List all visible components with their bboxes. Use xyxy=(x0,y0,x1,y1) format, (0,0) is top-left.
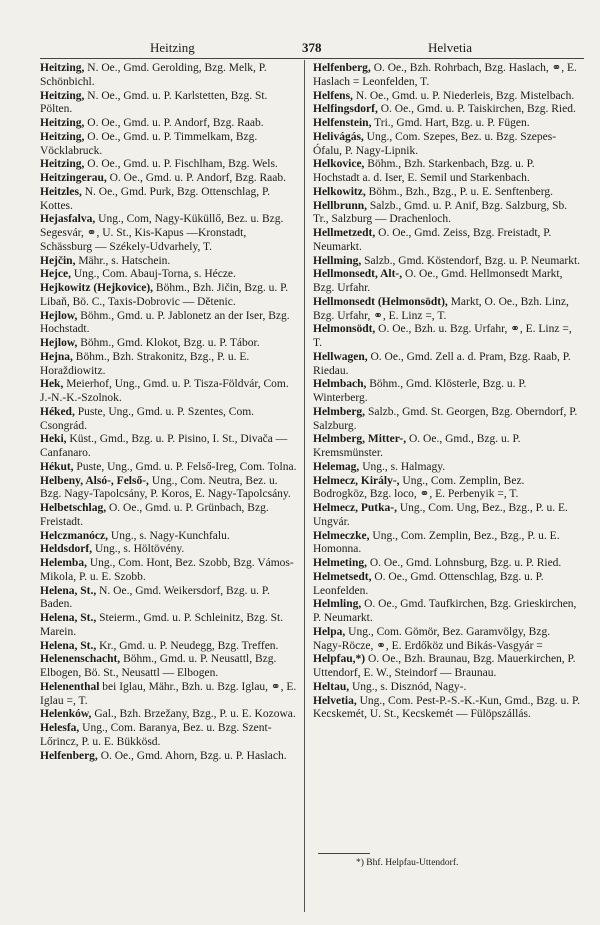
gazetteer-entry xyxy=(313,131,581,159)
entry-text: N. Oe., Gmd. Purk, Bzg. Ottenschlag, P. Kottes. xyxy=(40,185,270,212)
entry-text: Salzb., Gmd. u. P. Anif, Bzg. Salzburg, Sb. Tr., Salzburg — Drachenloch. xyxy=(313,199,568,226)
gazetteer-entry xyxy=(40,310,300,338)
entry-text: Steierm., Gmd. u. P. Schleinitz, Bzg. St. Marein. xyxy=(40,612,284,638)
gazetteer-entry xyxy=(313,433,581,461)
gazetteer-entry xyxy=(40,90,300,118)
gazetteer-entry xyxy=(40,708,300,722)
entry-text: Ung., s. Halmagy. xyxy=(359,460,446,473)
gazetteer-entry xyxy=(313,351,581,379)
gazetteer-entry xyxy=(40,337,300,351)
entry-headword: Heitzing, xyxy=(40,130,85,143)
entry-headword: Helfenberg, xyxy=(313,62,371,74)
entry-headword: Hékut, xyxy=(40,460,74,473)
entry-headword: Hejna, xyxy=(40,350,73,363)
entry-text: O. Oe., Gmd. u. P. Fischlham, Bzg. Wels. xyxy=(84,158,278,171)
gazetteer-entry xyxy=(313,158,581,186)
entry-headword: Helena, St., xyxy=(40,584,97,597)
entry-headword: Helpfau,*) xyxy=(313,653,366,666)
entry-text: Mähr., s. Hatschein. xyxy=(75,254,171,267)
entry-text: Böhm., Gmd. u. P. Jablonetz an der Iser, Bzg. Hochstadt. xyxy=(40,309,290,336)
gazetteer-entry xyxy=(40,640,300,654)
gazetteer-entry xyxy=(40,475,300,503)
entry-headword: Helfenstein, xyxy=(313,117,372,129)
entry-text: Böhm., Bzh. Strakonitz, Bzg., P. u. E. Horaždiowitz. xyxy=(40,350,250,377)
gazetteer-entry xyxy=(313,268,581,296)
entry-headword: Helmbach, xyxy=(313,378,367,391)
entry-headword: Helvetia, xyxy=(313,694,357,707)
entry-headword: Helbeny, Alsó-, Felső-, xyxy=(40,474,149,487)
gazetteer-entry xyxy=(40,543,300,557)
gazetteer-entry xyxy=(313,461,581,475)
entry-text: O. Oe., Bzh. Braunau, Bzg. Mauerkirchen, P. Uttendorf, E. W., Steindorf — Braunau. xyxy=(313,653,576,679)
entry-text: N. Oe., Gmd. Gerolding, Bzg. Melk, P. Schönbichl. xyxy=(40,62,267,88)
gazetteer-entry xyxy=(40,158,300,172)
entry-headword: Heldsdorf, xyxy=(40,543,93,556)
entry-headword: Helmonsödt, xyxy=(313,323,376,336)
entry-headword: Hellmonsedt (Helmonsödt), xyxy=(313,295,448,308)
header-right-keyword: Helvetia xyxy=(428,40,473,55)
gazetteer-entry xyxy=(313,227,581,255)
gazetteer-entry xyxy=(313,378,581,406)
gazetteer-entry xyxy=(40,502,300,530)
entry-text: O. Oe., Gmd. Lohnsburg, Bzg. u. P. Ried. xyxy=(366,557,562,569)
entry-text: O. Oe., Gmd. Hellmonsedt Markt, Bzg. Urfahr. xyxy=(313,268,563,294)
entry-text: Ung., Com. Hont, Bez. Szobb, Bzg. Vámos-Mikola, P. u. E. Szobb. xyxy=(40,557,294,583)
entry-text: O. Oe., Gmd. Zell a. d. Pram, Bzg. Raab, P. Riedau. xyxy=(313,350,571,377)
entry-text: Böhm., Gmd. Klösterle, Bzg. u. P. Winterberg. xyxy=(313,378,527,404)
header-rule xyxy=(40,58,584,59)
gazetteer-entry xyxy=(40,378,300,406)
gazetteer-entry xyxy=(313,502,581,530)
gazetteer-entry xyxy=(313,530,581,558)
entry-text: N. Oe., Gmd. u. P. Karlstetten, Bzg. St. Pölten. xyxy=(40,89,268,116)
gazetteer-entry xyxy=(313,296,581,324)
right-column xyxy=(313,62,581,722)
gazetteer-entry xyxy=(40,722,300,750)
entry-text: Ung., Com. Pest-P.-S.-K.-Kun, Gmd., Bzg. u. P. Kecskemét, U. St., Kecskemét — Fülöpszállás. xyxy=(313,694,581,721)
gazetteer-entry xyxy=(313,653,581,681)
entry-headword: Helenenthal xyxy=(40,680,100,693)
entry-text: Ung., Com. Ung, Bez., Bzg., P. u. E. Ungvár. xyxy=(313,502,568,528)
entry-text: Ung., Com. Abauj-Torna, s. Hécze. xyxy=(70,268,236,281)
gazetteer-entry xyxy=(313,90,581,104)
entry-headword: Helpa, xyxy=(313,625,346,638)
column-divider xyxy=(304,60,305,912)
entry-text: O. Oe., Gmd. u. P. Andorf, Bzg. Raab. xyxy=(106,172,286,184)
gazetteer-entry xyxy=(313,681,581,695)
entry-headword: Helmecz, Király-, xyxy=(313,474,400,487)
entry-text: O. Oe., Gmd. u. P. Andorf, Bzg. Raab. xyxy=(84,117,264,129)
gazetteer-entry xyxy=(313,117,581,131)
gazetteer-entry xyxy=(313,255,581,269)
gazetteer-entry xyxy=(40,585,300,613)
gazetteer-entry xyxy=(40,406,300,434)
entry-headword: Hellmonsedt, Alt-, xyxy=(313,268,403,281)
gazetteer-entry xyxy=(40,213,300,254)
entry-headword: Hellming, xyxy=(313,254,362,267)
entry-text: O. Oe., Gmd. Taufkirchen, Bzg. Grieskirchen, P. Neumarkt. xyxy=(313,598,577,624)
entry-headword: Heki, xyxy=(40,433,67,446)
entry-text: Ung., s. Höltövény. xyxy=(92,543,185,556)
entry-text: Küst., Gmd., Bzg. u. P. Pisino, I. St., Divača — Canfanaro. xyxy=(40,433,288,459)
entry-text: O. Oe., Bzh. u. Bzg. Urfahr, ⚭, E. Linz =, T. xyxy=(313,323,572,349)
gazetteer-entry xyxy=(313,323,581,351)
gazetteer-entry xyxy=(313,557,581,571)
gazetteer-entry xyxy=(40,131,300,159)
entry-headword: Helmecz, Putka-, xyxy=(313,502,397,514)
entry-text: N. Oe., Gmd. u. P. Niederleis, Bzg. Mistelbach. xyxy=(352,89,575,102)
entry-text: O. Oe., Gmd. Ahorn, Bzg. u. P. Haslach. xyxy=(97,749,287,762)
gazetteer-entry xyxy=(40,681,300,709)
entry-headword: Helmberg, Mitter-, xyxy=(313,433,407,446)
gazetteer-entry xyxy=(40,351,300,379)
entry-headword: Helkovice, xyxy=(313,158,365,171)
entry-text: Böhm., Bzh. Jičin, Bzg. u. P. Libaň, Bö. C., Taxis-Dobrovic — Dětenic. xyxy=(40,282,289,308)
gazetteer-entry xyxy=(40,750,300,764)
gazetteer-entry xyxy=(313,695,581,723)
entry-headword: Hellmetzedt, xyxy=(313,227,376,239)
entry-headword: Helena, St., xyxy=(40,612,97,624)
entry-text: Ung., Com. Zemplin, Bez., Bzg., P. u. E. Homonna. xyxy=(313,529,560,556)
entry-headword: Heitzles, xyxy=(40,185,82,198)
footnote-rule xyxy=(318,853,370,854)
gazetteer-entry xyxy=(40,461,300,475)
gazetteer-entry xyxy=(40,530,300,544)
entry-text: Tri., Gmd. Hart, Bzg. u. P. Fügen. xyxy=(371,117,530,129)
gazetteer-entry xyxy=(313,406,581,434)
entry-headword: Hejčin, xyxy=(40,254,76,267)
entry-headword: Helmeczke, xyxy=(313,529,370,542)
entry-text: Puste, Ung., Gmd. u. P. Felső-Ireg, Com. Tolna. xyxy=(73,460,297,473)
gazetteer-entry xyxy=(313,626,581,654)
entry-text: Salzb., Gmd. Köstendorf, Bzg. u. P. Neumarkt. xyxy=(361,254,581,267)
entry-headword: Heitzing, xyxy=(40,117,85,129)
entry-text: Böhm., Bzh., Bzg., P. u. E. Senftenberg. xyxy=(365,185,553,198)
entry-headword: Helmberg, xyxy=(313,405,366,418)
entry-headword: Helmetsedt, xyxy=(313,570,372,583)
entry-headword: Helbetschlag, xyxy=(40,502,107,514)
entry-headword: Hejce, xyxy=(40,268,71,281)
entry-headword: Helfenberg, xyxy=(40,749,98,762)
entry-headword: Hejlow, xyxy=(40,309,78,322)
entry-text: O. Oe., Gmd. Ottenschlag, Bzg. u. P. Leonfelden. xyxy=(313,570,544,597)
entry-headword: Heitzing, xyxy=(40,89,85,102)
entry-text: Ung., s. Disznód, Nagy-. xyxy=(349,680,467,693)
entry-headword: Heitzingerau, xyxy=(40,172,107,184)
entry-headword: Helesfa, xyxy=(40,722,80,734)
entry-headword: Hejkowitz (Hejkovice), xyxy=(40,282,154,294)
gazetteer-entry xyxy=(40,255,300,269)
page-number: 378 xyxy=(302,40,322,55)
gazetteer-entry xyxy=(313,475,581,503)
entry-text: Ung., Com. Zemplin, Bez. Bodrogköz, Bzg. loco, ⚭, E. Perbenyik =, T. xyxy=(313,474,525,501)
entry-text: Böhm., Gmd. Klokot, Bzg. u. P. Tábor. xyxy=(77,337,260,349)
gazetteer-entry xyxy=(40,612,300,640)
entry-text: O. Oe., Gmd. Zeiss, Bzg. Freistadt, P. Neumarkt. xyxy=(313,227,552,253)
entry-text: Ung., Com. Baranya, Bez. u. Bzg. Szent-Lőrincz, P. u. E. Bükkösd. xyxy=(40,722,272,748)
gazetteer-entry xyxy=(313,103,581,117)
gazetteer-entry xyxy=(40,557,300,585)
entry-headword: Helkowitz, xyxy=(313,185,366,198)
entry-headword: Helivágás, xyxy=(313,130,364,143)
entry-headword: Hellwagen, xyxy=(313,350,368,363)
entry-headword: Heitzing, xyxy=(40,158,85,171)
entry-text: Böhm., Gmd. u. P. Neusattl, Bzg. Elbogen, Bö. St., Neusattl — Elbogen. xyxy=(40,653,277,679)
entry-text: Meierhof, Ung., Gmd. u. P. Tisza-Földvár, Com. J.-N.-K.-Szolnok. xyxy=(40,378,289,404)
gazetteer-entry xyxy=(40,433,300,461)
gazetteer-entry xyxy=(40,62,300,90)
entry-headword: Helmeting, xyxy=(313,557,367,569)
gazetteer-entry xyxy=(313,571,581,599)
entry-headword: Helemag, xyxy=(313,460,360,473)
gazetteer-entry xyxy=(313,598,581,626)
entry-headword: Heltau, xyxy=(313,680,350,693)
entry-text: bei Iglau, Mähr., Bzh. u. Bzg. Iglau, ⚭, E. Iglau =, T. xyxy=(40,680,297,707)
entry-text: Böhm., Bzh. Starkenbach, Bzg. u. P. Hochstadt a. d. Iser, E. Semil und Starkenbach. xyxy=(313,158,535,184)
entry-headword: Helczmanócz, xyxy=(40,529,109,542)
entry-text: O. Oe., Gmd. u. P. Grünbach, Bzg. Freistadt. xyxy=(40,502,269,528)
entry-text: Puste, Ung., Gmd. u. P. Szentes, Com. Csongrád. xyxy=(40,405,255,432)
entry-headword: Helemba, xyxy=(40,557,87,569)
entry-text: O. Oe., Bzh. Rohrbach, Bzg. Haslach, ⚭, E. Haslach = Leonfelden, T. xyxy=(313,62,577,88)
entry-headword: Helmling, xyxy=(313,598,362,611)
entry-headword: Hejlow, xyxy=(40,337,78,349)
entry-text: O. Oe., Gmd. u. P. Timmelkam, Bzg. Vöcklabruck. xyxy=(40,130,258,157)
entry-headword: Hellbrunn, xyxy=(313,199,368,212)
entry-headword: Heitzing, xyxy=(40,62,85,74)
gazetteer-entry xyxy=(313,62,581,90)
page-header xyxy=(42,40,582,56)
entry-text: Ung., Com. Neutra, Bez. u. Bzg. Nagy-Tapolcsány, P. Koros, E. Nagy-Tapolcsány. xyxy=(40,474,291,501)
gazetteer-entry xyxy=(40,653,300,681)
entry-headword: Helfingsdorf, xyxy=(313,103,378,116)
entry-headword: Hejasfalva, xyxy=(40,213,96,226)
entry-text: Gal., Bzh. Brzežany, Bzg., P. u. E. Kozowa. xyxy=(91,708,296,721)
entry-text: Kr., Gmd. u. P. Neudegg, Bzg. Treffen. xyxy=(96,639,279,652)
entry-headword: Héked, xyxy=(40,405,75,418)
gazetteer-entry xyxy=(40,268,300,282)
entry-text: N. Oe., Gmd. Weikersdorf, Bzg. u. P. Baden. xyxy=(40,584,270,611)
gazetteer-entry xyxy=(313,200,581,228)
entry-text: Ung., s. Nagy-Kunchfalu. xyxy=(108,529,230,542)
entry-headword: Helfens, xyxy=(313,89,353,102)
entry-text: Salzb., Gmd. St. Georgen, Bzg. Oberndorf, P. Salzburg. xyxy=(313,405,578,432)
gazetteer-entry xyxy=(40,282,300,310)
entry-text: O. Oe., Gmd. u. P. Taiskirchen, Bzg. Ried. xyxy=(377,103,576,116)
gazetteer-entry xyxy=(40,186,300,214)
gazetteer-entry xyxy=(40,172,300,186)
left-column xyxy=(40,62,300,763)
footnote: *) Bhf. Helpfau-Uttendorf. xyxy=(356,858,459,868)
gazetteer-entry xyxy=(313,186,581,200)
entry-text: Markt, O. Oe., Bzh. Linz, Bzg. Urfahr, ⚭, E. Linz =, T. xyxy=(313,295,569,322)
header-left-keyword: Heitzing xyxy=(150,40,195,55)
entry-text: O. Oe., Gmd., Bzg. u. P. Kremsmünster. xyxy=(313,433,521,459)
entry-text: Ung., Com. Gömör, Bez. Garamvölgy, Bzg. Nagy-Röcze, ⚭, E. Erdőköz und Bikás-Vasgyár = xyxy=(313,625,551,652)
entry-text: Ung., Com. Szepes, Bez. u. Bzg. Szepes-Ófalu, P. Nagy-Lipnik. xyxy=(313,130,557,157)
gazetteer-entry xyxy=(40,117,300,131)
entry-headword: Helenków, xyxy=(40,708,92,721)
entry-headword: Helenenschacht, xyxy=(40,653,121,666)
entry-headword: Helena, St., xyxy=(40,639,97,652)
entry-text: Ung., Com, Nagy-Küküllő, Bez. u. Bzg. Segesvár, ⚭, U. St., Kis-Kapus —Kronstadt, Schässburg — Székely-Udvarhely, T. xyxy=(40,213,284,253)
entry-headword: Hek, xyxy=(40,378,64,391)
